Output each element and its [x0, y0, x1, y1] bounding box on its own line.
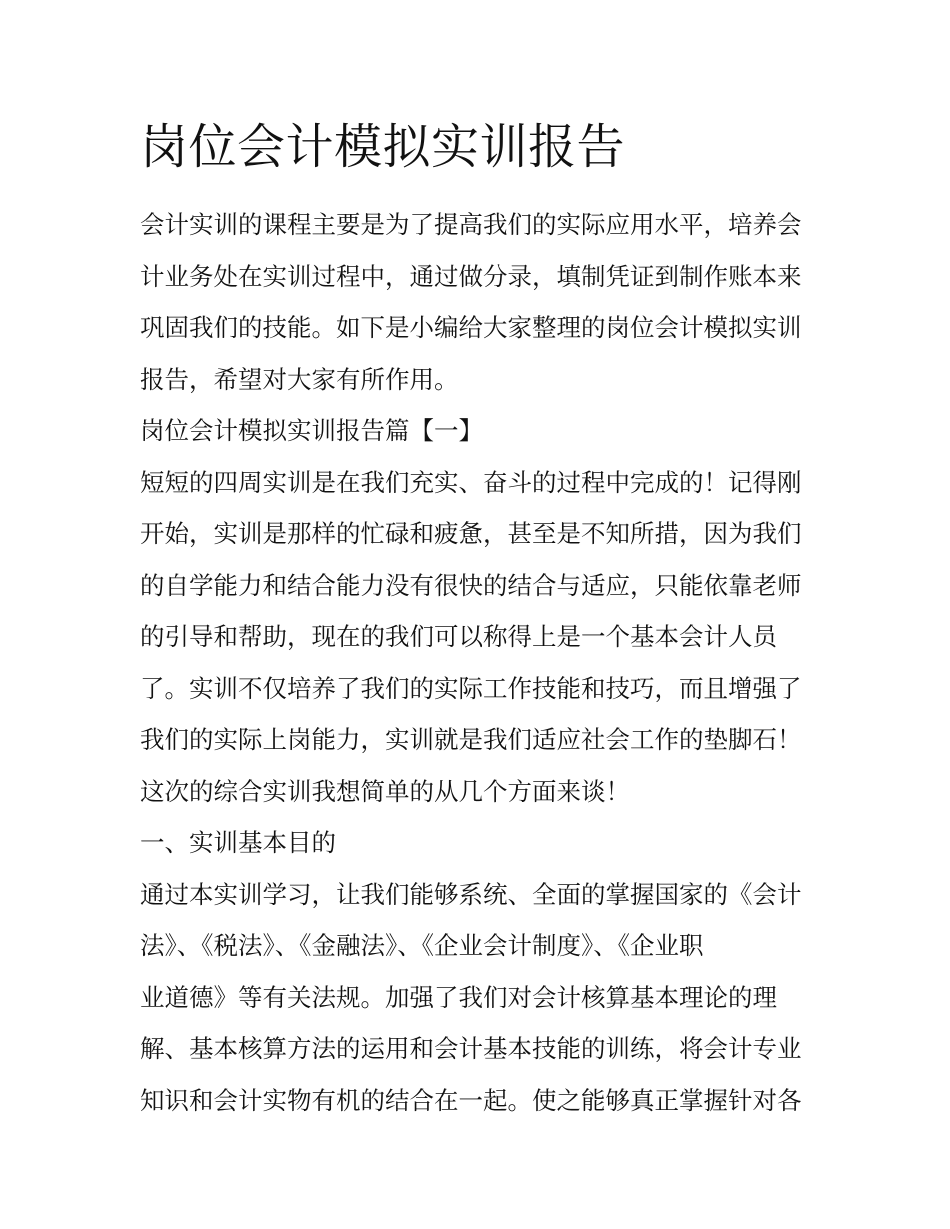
paragraph-line: 解、基本核算方法的运用和会计基本技能的训练，将会计专业 [140, 1034, 802, 1063]
section-heading: 一、实训基本目的 [140, 828, 336, 857]
document-title: 岗位会计模拟实训报告 [140, 119, 626, 175]
paragraph-line: 会计实训的课程主要是为了提高我们的实际应用水平，培养会 [140, 210, 802, 239]
document-body [140, 199, 815, 1126]
paragraph-line: 的自学能力和结合能力没有很快的结合与适应，只能依靠老师 [140, 570, 802, 600]
paragraph-line: 短短的四周实训是在我们充实、奋斗的过程中完成的！记得刚 [140, 467, 802, 497]
paragraph-line: 法》、《税法》、《金融法》、《企业会计制度》、《企业职 [140, 931, 704, 960]
paragraph-line: 知识和会计实物有机的结合在一起。使之能够真正掌握针对各 [140, 1085, 802, 1115]
paragraph-line: 开始，实训是那样的忙碌和疲惫，甚至是不知所措，因为我们 [140, 519, 802, 548]
paragraph-line: 的引导和帮助，现在的我们可以称得上是一个基本会计人员 [140, 622, 777, 651]
paragraph-line: 了。实训不仅培养了我们的实际工作技能和技巧，而且增强了 [140, 673, 802, 703]
section-heading: 岗位会计模拟实训报告篇【一】 [140, 416, 483, 445]
paragraph-line: 巩固我们的技能。如下是小编给大家整理的岗位会计模拟实训 [140, 313, 802, 342]
paragraph-line: 这次的综合实训我想简单的从几个方面来谈！ [140, 776, 630, 806]
paragraph-line: 计业务处在实训过程中，通过做分录，填制凭证到制作账本来 [140, 261, 802, 291]
paragraph-line: 我们的实际上岗能力，实训就是我们适应社会工作的垫脚石！ [140, 725, 802, 754]
paragraph-line: 业道德》等有关法规。加强了我们对会计核算基本理论的理 [140, 982, 777, 1012]
paragraph-line: 通过本实训学习，让我们能够系统、全面的掌握国家的《会计 [140, 879, 802, 909]
paragraph-line: 报告，希望对大家有所作用。 [140, 364, 459, 394]
